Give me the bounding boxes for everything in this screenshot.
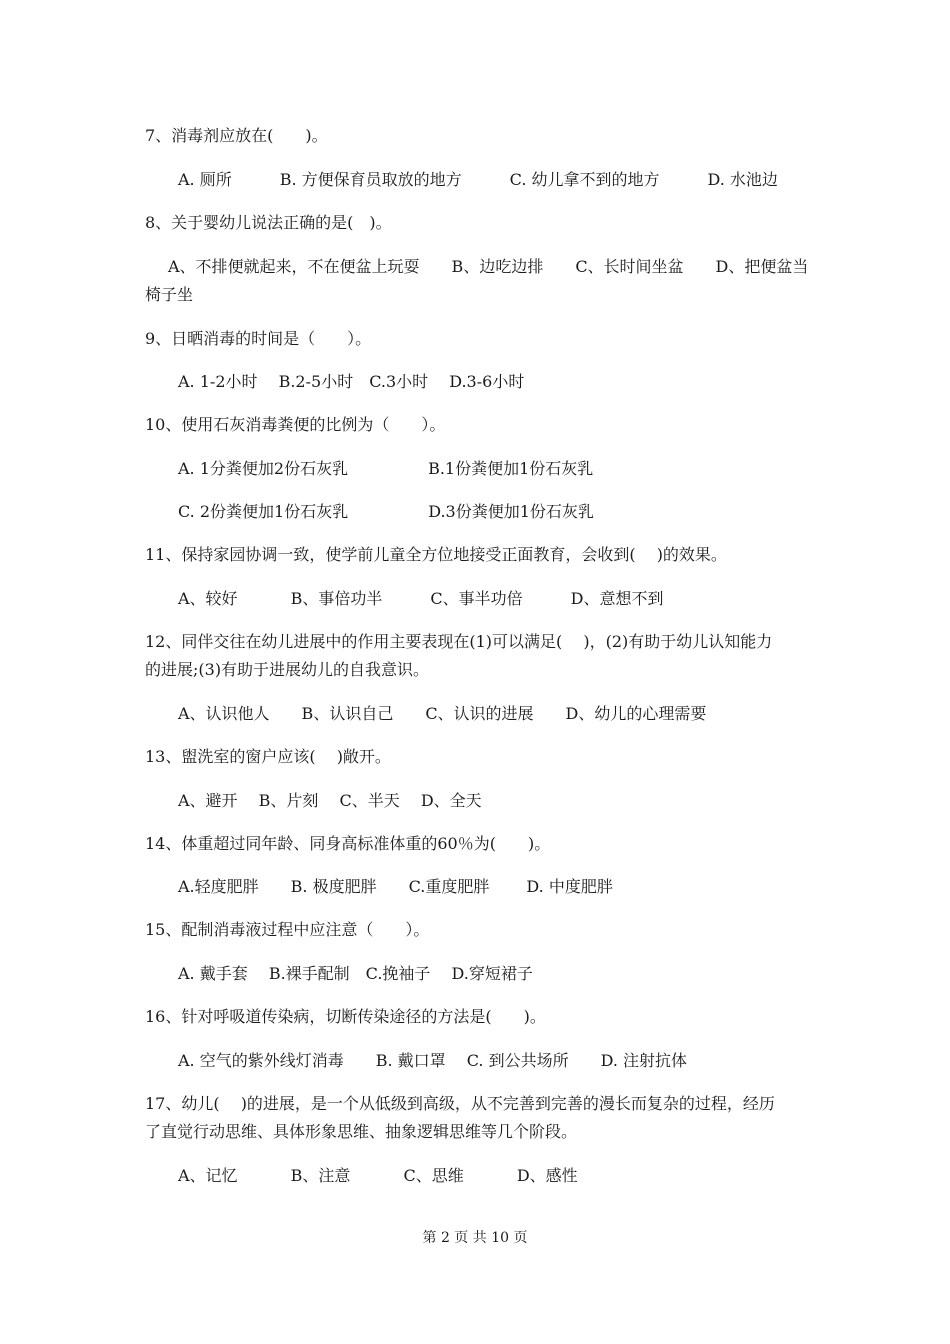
question-12-stem-line2: 的进展;(3)有助于进展幼儿的自我意识。 <box>145 660 430 679</box>
question-11-options: A、较好 B、事倍功半 C、事半功倍 D、意想不到 <box>178 589 664 608</box>
question-13-options: A、避开 B、片刻 C、半天 D、全天 <box>178 791 482 810</box>
question-16-options: A. 空气的紫外线灯消毒 B. 戴口罩 C. 到公共场所 D. 注射抗体 <box>178 1051 688 1070</box>
question-15-stem: 15、配制消毒液过程中应注意（ ）。 <box>145 920 430 939</box>
question-12-options: A、认识他人 B、认识自己 C、认识的进展 D、幼儿的心理需要 <box>178 704 707 723</box>
question-14-stem: 14、体重超过同年龄、同身高标准体重的60％为( )。 <box>145 834 551 853</box>
question-16-stem: 16、针对呼吸道传染病，切断传染途径的方法是( )。 <box>145 1007 546 1026</box>
question-7-stem: 7、消毒剂应放在( )。 <box>145 126 328 145</box>
question-15-options: A. 戴手套 B.裸手配制 C.挽袖子 D.穿短裙子 <box>178 964 533 983</box>
question-11-stem: 11、保持家园协调一致，使学前儿童全方位地接受正面教育，会收到( )的效果。 <box>145 545 727 564</box>
question-10-options-line2: C. 2份粪便加1份石灰乳 D.3份粪便加1份石灰乳 <box>178 502 594 521</box>
question-17-stem-line2: 了直觉行动思维、具体形象思维、抽象逻辑思维等几个阶段。 <box>145 1122 578 1141</box>
question-7-options: A. 厕所 B. 方便保育员取放的地方 C. 幼儿拿不到的地方 D. 水池边 <box>178 170 778 189</box>
question-10-stem: 10、使用石灰消毒粪便的比例为（ ）。 <box>145 415 446 434</box>
question-17-options: A、记忆 B、注意 C、思维 D、感性 <box>178 1166 578 1185</box>
question-17-stem-line1: 17、幼儿( )的进展，是一个从低级到高级，从不完善到完善的漫长而复杂的过程，经历 <box>145 1094 775 1113</box>
question-8-options-line2: 椅子坐 <box>145 285 194 304</box>
question-9-stem: 9、日晒消毒的时间是（ ）。 <box>145 329 372 348</box>
question-9-options: A. 1-2小时 B.2-5小时 C.3小时 D.3-6小时 <box>178 372 525 391</box>
question-10-options-line1: A. 1分粪便加2份石灰乳 B.1份粪便加1份石灰乳 <box>178 459 594 478</box>
question-8-options-line1: A、不排便就起来，不在便盆上玩耍 B、边吃边排 C、长时间坐盆 D、把便盆当 <box>168 257 809 276</box>
question-13-stem: 13、盥洗室的窗户应该( )敞开。 <box>145 747 391 766</box>
question-12-stem-line1: 12、同伴交往在幼儿进展中的作用主要表现在(1)可以满足( )，(2)有助于幼儿认知能力 <box>145 632 773 651</box>
question-8-stem: 8、关于婴幼儿说法正确的是( )。 <box>145 213 392 232</box>
page-number-footer: 第 2 页 共 10 页 <box>422 1230 528 1246</box>
question-14-options: A.轻度肥胖 B. 极度肥胖 C.重度肥胖 D. 中度肥胖 <box>178 877 613 896</box>
